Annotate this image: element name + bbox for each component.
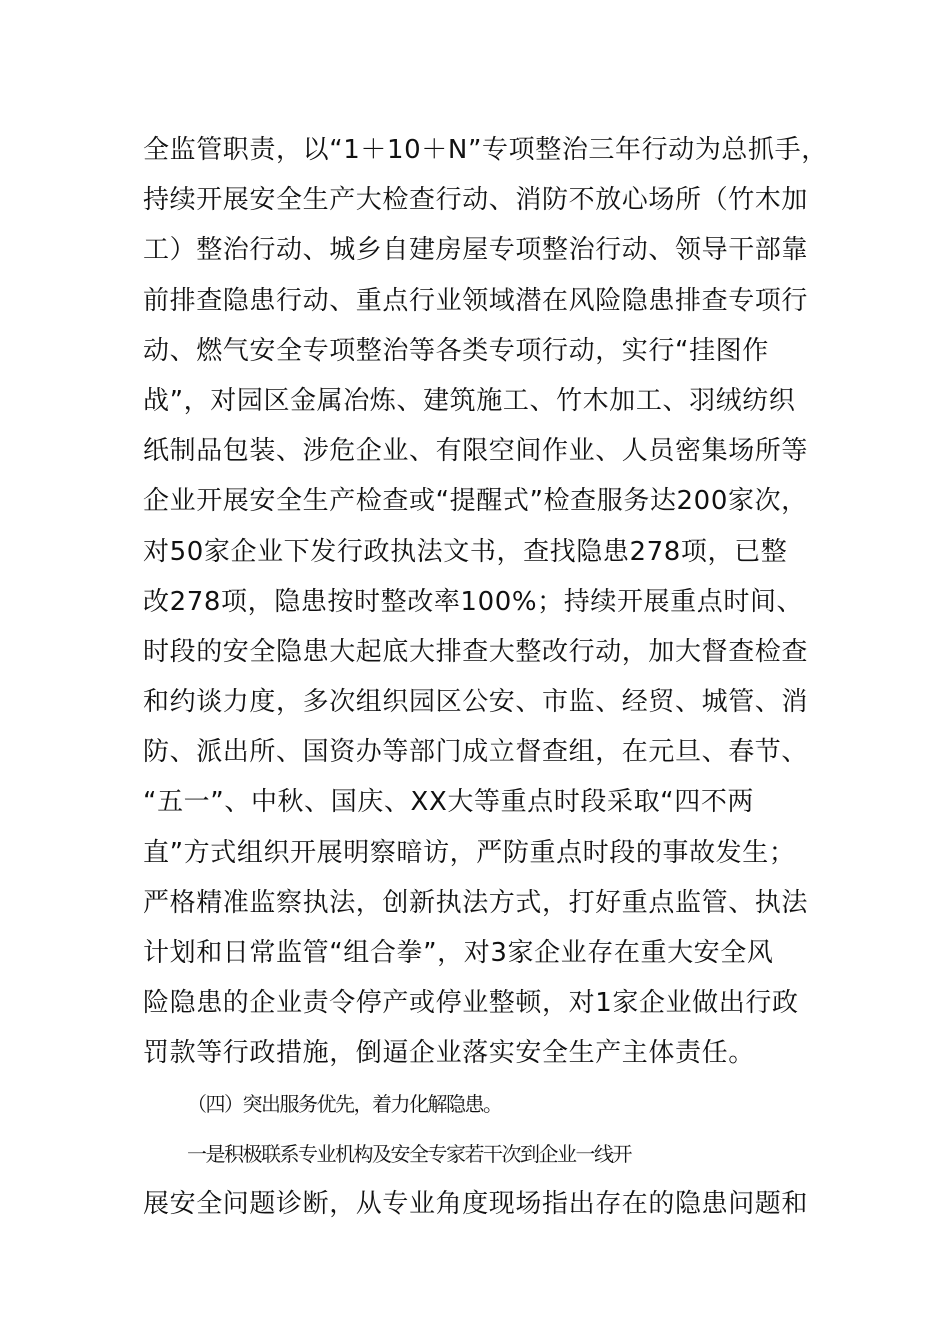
text-line-19: 罚款等行政措施，倒逼企业落实安全生产主体责任。 (143, 1038, 755, 1069)
text-line-15: 直”方式组织开展明察暗访，严防重点时段的事故发生； (143, 837, 796, 868)
text-line-14: “五一”、中秋、国庆、XX大等重点时段采取“四不两 (143, 787, 755, 818)
text-line-21: 一是积极联系专业机构及安全专家若干次到企业一线开 (187, 1141, 631, 1166)
text-line-10: 改278项，隐患按时整改率100%；持续开展重点时间、 (143, 586, 804, 617)
text-line-2: 持续开展安全生产大检查行动、消防不放心场所（竹木加 (143, 185, 809, 216)
body-text (143, 125, 833, 1229)
section-heading: （四）突出服务优先，着力化解隐患。 (187, 1091, 502, 1116)
text-line-5: 动、燃气安全专项整治等各类专项行动，实行“挂图作 (143, 335, 769, 366)
text-line-1: 全监管职责，以“1＋10＋N”专项整治三年行动为总抓手， (143, 135, 828, 165)
text-line-7: 纸制品包装、涉危企业、有限空间作业、人员密集场所等 (143, 436, 809, 467)
text-line-3: 工）整治行动、城乡自建房屋专项整治行动、领导干部靠 (143, 235, 809, 266)
text-line-12: 和约谈力度，多次组织园区公安、市监、经贸、城管、消 (143, 687, 809, 718)
text-line-6: 战”，对园区金属冶炼、建筑施工、竹木加工、羽绒纺织 (143, 385, 796, 416)
text-line-11: 时段的安全隐患大起底大排查大整改行动，加大督查检查 (143, 636, 809, 667)
text-line-17: 计划和日常监管“组合拳”，对3家企业存在重大安全风 (143, 938, 774, 968)
text-line-22: 展安全问题诊断，从专业角度现场指出存在的隐患问题和 (143, 1188, 809, 1219)
text-line-9: 对50家企业下发行政执法文书，查找隐患278项，已整 (143, 536, 788, 567)
text-line-18: 险隐患的企业责令停产或停业整顿，对1家企业做出行政 (143, 988, 799, 1019)
text-line-16: 严格精准监察执法，创新执法方式，打好重点监管、执法 (143, 887, 809, 918)
text-line-4: 前排查隐患行动、重点行业领域潜在风险隐患排查专项行 (143, 285, 809, 316)
text-line-13: 防、派出所、国资办等部门成立督查组，在元旦、春节、 (143, 737, 809, 768)
text-line-8: 企业开展安全生产检查或“提醒式”检查服务达200家次， (143, 486, 808, 517)
